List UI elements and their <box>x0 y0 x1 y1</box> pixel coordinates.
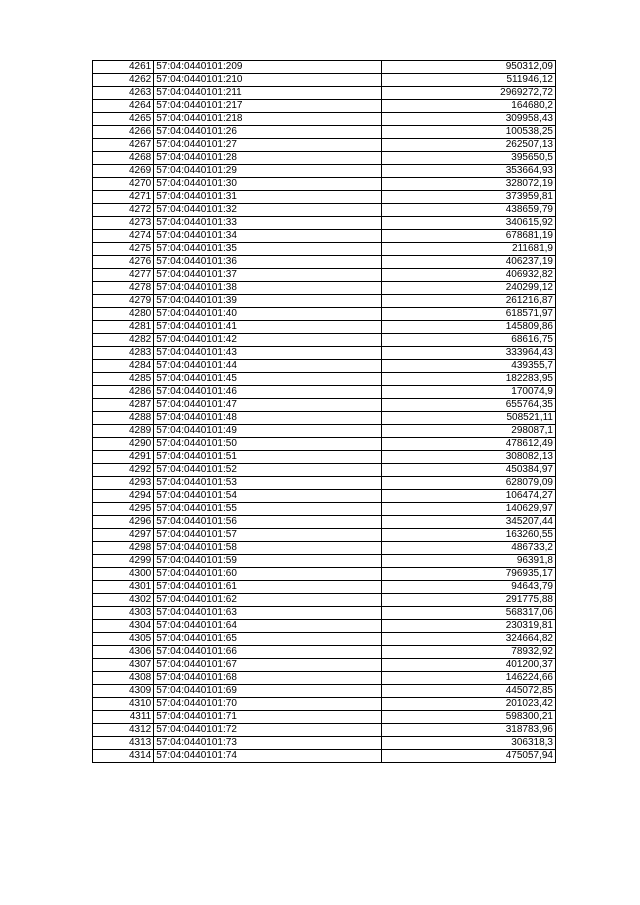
row-number-cell: 4296 <box>93 516 154 529</box>
cadastral-value-cell: 106474,27 <box>382 490 556 503</box>
cadastral-value-cell: 291775,88 <box>382 594 556 607</box>
table-row <box>93 698 556 711</box>
cadastral-value-cell: 262507,13 <box>382 139 556 152</box>
cadastral-value-cell: 353664,93 <box>382 165 556 178</box>
cadastral-number-cell: 57:04:0440101:32 <box>154 204 382 217</box>
cadastral-number-cell: 57:04:0440101:38 <box>154 282 382 295</box>
table-row <box>93 711 556 724</box>
table-row <box>93 555 556 568</box>
cadastral-number-cell: 57:04:0440101:55 <box>154 503 382 516</box>
row-number-cell: 4306 <box>93 646 154 659</box>
cadastral-value-cell: 340615,92 <box>382 217 556 230</box>
cadastral-value-cell: 201023,42 <box>382 698 556 711</box>
table-row <box>93 724 556 737</box>
row-number-cell: 4292 <box>93 464 154 477</box>
cadastral-number-cell: 57:04:0440101:64 <box>154 620 382 633</box>
table-row <box>93 61 556 74</box>
row-number-cell: 4311 <box>93 711 154 724</box>
row-number-cell: 4265 <box>93 113 154 126</box>
row-number-cell: 4294 <box>93 490 154 503</box>
row-number-cell: 4269 <box>93 165 154 178</box>
table-row <box>93 139 556 152</box>
cadastral-value-cell: 598300,21 <box>382 711 556 724</box>
cadastral-value-cell: 628079,09 <box>382 477 556 490</box>
table-row <box>93 594 556 607</box>
row-number-cell: 4274 <box>93 230 154 243</box>
row-number-cell: 4305 <box>93 633 154 646</box>
table-body <box>93 61 556 763</box>
row-number-cell: 4278 <box>93 282 154 295</box>
cadastral-number-cell: 57:04:0440101:73 <box>154 737 382 750</box>
cadastral-number-cell: 57:04:0440101:62 <box>154 594 382 607</box>
row-number-cell: 4288 <box>93 412 154 425</box>
row-number-cell: 4268 <box>93 152 154 165</box>
cadastral-value-cell: 145809,86 <box>382 321 556 334</box>
row-number-cell: 4279 <box>93 295 154 308</box>
row-number-cell: 4291 <box>93 451 154 464</box>
table-row <box>93 737 556 750</box>
cadastral-value-cell: 333964,43 <box>382 347 556 360</box>
table-row <box>93 334 556 347</box>
cadastral-number-cell: 57:04:0440101:49 <box>154 425 382 438</box>
cadastral-number-cell: 57:04:0440101:67 <box>154 659 382 672</box>
table-row <box>93 74 556 87</box>
table-row <box>93 672 556 685</box>
row-number-cell: 4308 <box>93 672 154 685</box>
cadastral-value-cell: 2969272,72 <box>382 87 556 100</box>
cadastral-value-cell: 406932,82 <box>382 269 556 282</box>
row-number-cell: 4301 <box>93 581 154 594</box>
cadastral-number-cell: 57:04:0440101:51 <box>154 451 382 464</box>
table-row <box>93 750 556 763</box>
row-number-cell: 4312 <box>93 724 154 737</box>
cadastral-number-cell: 57:04:0440101:53 <box>154 477 382 490</box>
row-number-cell: 4302 <box>93 594 154 607</box>
table-row <box>93 308 556 321</box>
table-row <box>93 607 556 620</box>
cadastral-number-cell: 57:04:0440101:65 <box>154 633 382 646</box>
cadastral-number-cell: 57:04:0440101:56 <box>154 516 382 529</box>
row-number-cell: 4281 <box>93 321 154 334</box>
row-number-cell: 4263 <box>93 87 154 100</box>
cadastral-number-cell: 57:04:0440101:211 <box>154 87 382 100</box>
table-row <box>93 503 556 516</box>
table-row <box>93 243 556 256</box>
cadastral-value-cell: 96391,8 <box>382 555 556 568</box>
cadastral-number-cell: 57:04:0440101:210 <box>154 74 382 87</box>
table-row <box>93 295 556 308</box>
cadastral-number-cell: 57:04:0440101:33 <box>154 217 382 230</box>
table-row <box>93 659 556 672</box>
cadastral-value-cell: 678681,19 <box>382 230 556 243</box>
cadastral-value-cell: 373959,81 <box>382 191 556 204</box>
table-row <box>93 178 556 191</box>
row-number-cell: 4266 <box>93 126 154 139</box>
cadastral-number-cell: 57:04:0440101:45 <box>154 373 382 386</box>
cadastral-value-cell: 401200,37 <box>382 659 556 672</box>
table-row <box>93 360 556 373</box>
cadastral-number-cell: 57:04:0440101:69 <box>154 685 382 698</box>
table-row <box>93 321 556 334</box>
cadastral-number-cell: 57:04:0440101:66 <box>154 646 382 659</box>
cadastral-value-cell: 328072,19 <box>382 178 556 191</box>
cadastral-number-cell: 57:04:0440101:57 <box>154 529 382 542</box>
table-row <box>93 126 556 139</box>
cadastral-value-cell: 170074,9 <box>382 386 556 399</box>
row-number-cell: 4282 <box>93 334 154 347</box>
cadastral-value-cell: 450384,97 <box>382 464 556 477</box>
table-row <box>93 217 556 230</box>
row-number-cell: 4280 <box>93 308 154 321</box>
cadastral-value-cell: 438659,79 <box>382 204 556 217</box>
cadastral-value-table <box>92 60 556 763</box>
table-row <box>93 412 556 425</box>
cadastral-number-cell: 57:04:0440101:29 <box>154 165 382 178</box>
table-row <box>93 620 556 633</box>
row-number-cell: 4299 <box>93 555 154 568</box>
cadastral-value-cell: 230319,81 <box>382 620 556 633</box>
cadastral-number-cell: 57:04:0440101:35 <box>154 243 382 256</box>
cadastral-number-cell: 57:04:0440101:72 <box>154 724 382 737</box>
cadastral-value-cell: 182283,95 <box>382 373 556 386</box>
cadastral-value-cell: 306318,3 <box>382 737 556 750</box>
cadastral-value-cell: 511946,12 <box>382 74 556 87</box>
cadastral-value-cell: 395650,5 <box>382 152 556 165</box>
cadastral-value-cell: 475057,94 <box>382 750 556 763</box>
row-number-cell: 4309 <box>93 685 154 698</box>
table-row <box>93 438 556 451</box>
row-number-cell: 4284 <box>93 360 154 373</box>
cadastral-value-cell: 568317,06 <box>382 607 556 620</box>
cadastral-number-cell: 57:04:0440101:52 <box>154 464 382 477</box>
row-number-cell: 4303 <box>93 607 154 620</box>
cadastral-value-cell: 94643,79 <box>382 581 556 594</box>
cadastral-number-cell: 57:04:0440101:41 <box>154 321 382 334</box>
cadastral-value-cell: 345207,44 <box>382 516 556 529</box>
cadastral-number-cell: 57:04:0440101:43 <box>154 347 382 360</box>
document-page <box>92 60 556 763</box>
cadastral-value-cell: 140629,97 <box>382 503 556 516</box>
cadastral-value-cell: 164680,2 <box>382 100 556 113</box>
cadastral-number-cell: 57:04:0440101:218 <box>154 113 382 126</box>
cadastral-value-cell: 163260,55 <box>382 529 556 542</box>
cadastral-number-cell: 57:04:0440101:74 <box>154 750 382 763</box>
cadastral-number-cell: 57:04:0440101:40 <box>154 308 382 321</box>
cadastral-number-cell: 57:04:0440101:48 <box>154 412 382 425</box>
cadastral-value-cell: 406237,19 <box>382 256 556 269</box>
row-number-cell: 4287 <box>93 399 154 412</box>
table-row <box>93 87 556 100</box>
cadastral-value-cell: 486733,2 <box>382 542 556 555</box>
table-row <box>93 347 556 360</box>
cadastral-value-cell: 298087,1 <box>382 425 556 438</box>
cadastral-value-cell: 146224,66 <box>382 672 556 685</box>
table-row <box>93 204 556 217</box>
row-number-cell: 4290 <box>93 438 154 451</box>
cadastral-value-cell: 240299,12 <box>382 282 556 295</box>
table-row <box>93 152 556 165</box>
cadastral-number-cell: 57:04:0440101:47 <box>154 399 382 412</box>
cadastral-number-cell: 57:04:0440101:61 <box>154 581 382 594</box>
cadastral-number-cell: 57:04:0440101:42 <box>154 334 382 347</box>
table-row <box>93 542 556 555</box>
table-row <box>93 399 556 412</box>
cadastral-number-cell: 57:04:0440101:44 <box>154 360 382 373</box>
table-row <box>93 477 556 490</box>
table-row <box>93 529 556 542</box>
row-number-cell: 4286 <box>93 386 154 399</box>
row-number-cell: 4295 <box>93 503 154 516</box>
cadastral-number-cell: 57:04:0440101:46 <box>154 386 382 399</box>
cadastral-value-cell: 308082,13 <box>382 451 556 464</box>
table-row <box>93 581 556 594</box>
cadastral-number-cell: 57:04:0440101:63 <box>154 607 382 620</box>
cadastral-number-cell: 57:04:0440101:37 <box>154 269 382 282</box>
row-number-cell: 4276 <box>93 256 154 269</box>
table-row <box>93 256 556 269</box>
cadastral-value-cell: 478612,49 <box>382 438 556 451</box>
cadastral-number-cell: 57:04:0440101:39 <box>154 295 382 308</box>
row-number-cell: 4285 <box>93 373 154 386</box>
row-number-cell: 4300 <box>93 568 154 581</box>
row-number-cell: 4262 <box>93 74 154 87</box>
table-row <box>93 646 556 659</box>
table-row <box>93 191 556 204</box>
row-number-cell: 4313 <box>93 737 154 750</box>
row-number-cell: 4273 <box>93 217 154 230</box>
cadastral-number-cell: 57:04:0440101:217 <box>154 100 382 113</box>
row-number-cell: 4297 <box>93 529 154 542</box>
cadastral-number-cell: 57:04:0440101:68 <box>154 672 382 685</box>
table-row <box>93 113 556 126</box>
row-number-cell: 4307 <box>93 659 154 672</box>
row-number-cell: 4289 <box>93 425 154 438</box>
cadastral-value-cell: 261216,87 <box>382 295 556 308</box>
table-row <box>93 685 556 698</box>
row-number-cell: 4283 <box>93 347 154 360</box>
row-number-cell: 4298 <box>93 542 154 555</box>
row-number-cell: 4314 <box>93 750 154 763</box>
table-row <box>93 373 556 386</box>
cadastral-value-cell: 445072,85 <box>382 685 556 698</box>
cadastral-number-cell: 57:04:0440101:30 <box>154 178 382 191</box>
cadastral-value-cell: 78932,92 <box>382 646 556 659</box>
table-row <box>93 516 556 529</box>
cadastral-number-cell: 57:04:0440101:34 <box>154 230 382 243</box>
row-number-cell: 4264 <box>93 100 154 113</box>
cadastral-value-cell: 439355,7 <box>382 360 556 373</box>
table-row <box>93 464 556 477</box>
cadastral-number-cell: 57:04:0440101:36 <box>154 256 382 269</box>
table-row <box>93 490 556 503</box>
cadastral-number-cell: 57:04:0440101:31 <box>154 191 382 204</box>
table-row <box>93 165 556 178</box>
cadastral-number-cell: 57:04:0440101:54 <box>154 490 382 503</box>
row-number-cell: 4293 <box>93 477 154 490</box>
row-number-cell: 4277 <box>93 269 154 282</box>
cadastral-value-cell: 950312,09 <box>382 61 556 74</box>
row-number-cell: 4271 <box>93 191 154 204</box>
row-number-cell: 4272 <box>93 204 154 217</box>
cadastral-number-cell: 57:04:0440101:26 <box>154 126 382 139</box>
table-row <box>93 386 556 399</box>
cadastral-value-cell: 655764,35 <box>382 399 556 412</box>
cadastral-value-cell: 796935,17 <box>382 568 556 581</box>
table-row <box>93 451 556 464</box>
cadastral-number-cell: 57:04:0440101:71 <box>154 711 382 724</box>
cadastral-number-cell: 57:04:0440101:58 <box>154 542 382 555</box>
row-number-cell: 4304 <box>93 620 154 633</box>
cadastral-number-cell: 57:04:0440101:60 <box>154 568 382 581</box>
row-number-cell: 4275 <box>93 243 154 256</box>
cadastral-value-cell: 318783,96 <box>382 724 556 737</box>
cadastral-number-cell: 57:04:0440101:27 <box>154 139 382 152</box>
table-row <box>93 568 556 581</box>
table-row <box>93 269 556 282</box>
table-row <box>93 100 556 113</box>
table-row <box>93 282 556 295</box>
cadastral-value-cell: 211681,9 <box>382 243 556 256</box>
row-number-cell: 4310 <box>93 698 154 711</box>
table-row <box>93 425 556 438</box>
row-number-cell: 4267 <box>93 139 154 152</box>
cadastral-number-cell: 57:04:0440101:70 <box>154 698 382 711</box>
cadastral-value-cell: 68616,75 <box>382 334 556 347</box>
cadastral-number-cell: 57:04:0440101:209 <box>154 61 382 74</box>
table-row <box>93 633 556 646</box>
cadastral-value-cell: 100538,25 <box>382 126 556 139</box>
cadastral-value-cell: 324664,82 <box>382 633 556 646</box>
row-number-cell: 4261 <box>93 61 154 74</box>
cadastral-number-cell: 57:04:0440101:59 <box>154 555 382 568</box>
table-row <box>93 230 556 243</box>
row-number-cell: 4270 <box>93 178 154 191</box>
cadastral-value-cell: 618571,97 <box>382 308 556 321</box>
cadastral-number-cell: 57:04:0440101:50 <box>154 438 382 451</box>
cadastral-value-cell: 309958,43 <box>382 113 556 126</box>
cadastral-number-cell: 57:04:0440101:28 <box>154 152 382 165</box>
cadastral-value-cell: 508521,11 <box>382 412 556 425</box>
